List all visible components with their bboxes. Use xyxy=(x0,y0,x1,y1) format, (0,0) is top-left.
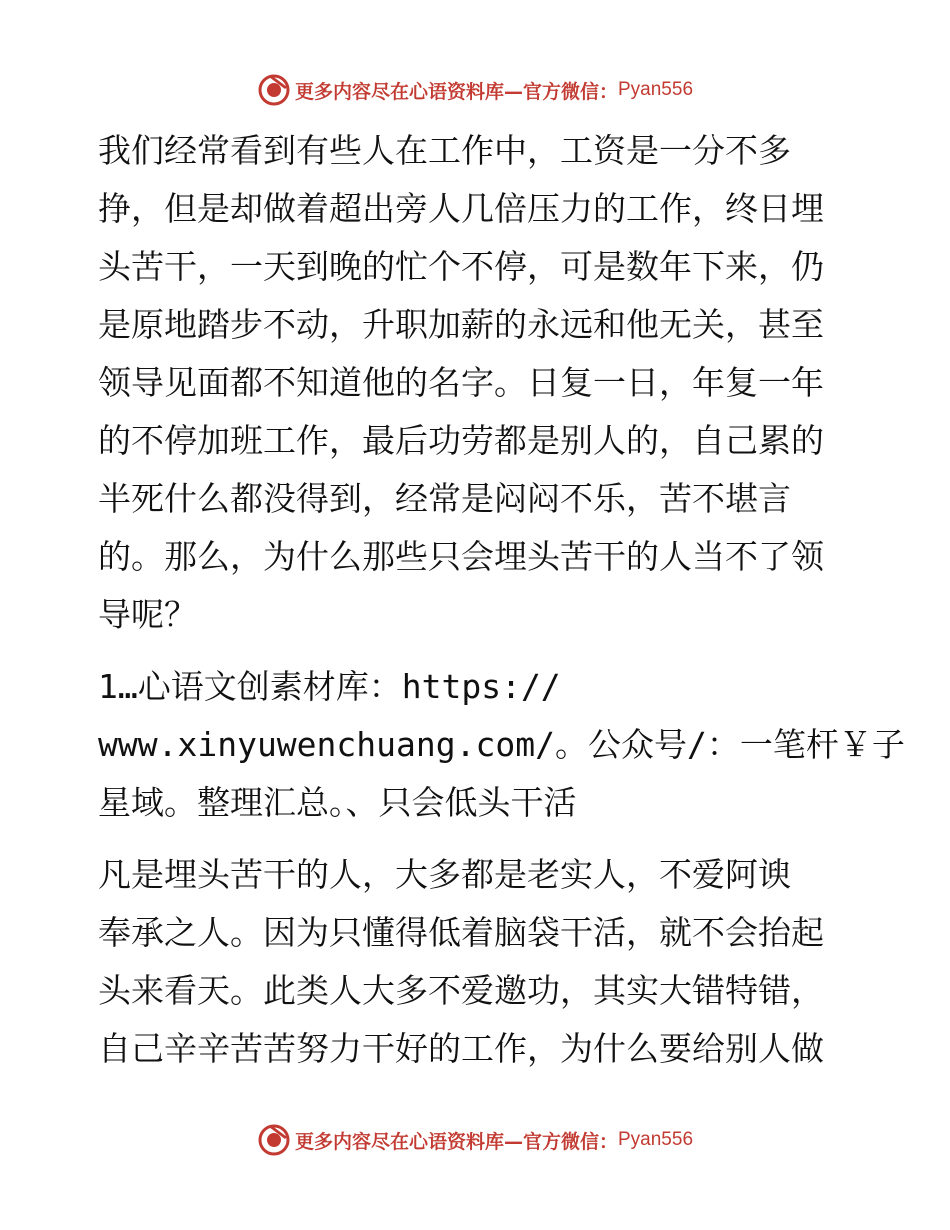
footer-wechat-id: Pyan556 xyxy=(618,1129,694,1150)
logo-icon xyxy=(257,1123,291,1157)
text-line: 头来看天。此类人大多不爱邀功，其实大错特错， xyxy=(98,971,824,1010)
text-line: 头苦干，一天到晚的忙个不停，可是数年下来，仍 xyxy=(98,247,824,286)
text-line: 星域。整理汇总。、只会低头干活 xyxy=(98,783,577,822)
footer-text: 更多内容尽在心语资料库—官方微信： xyxy=(294,1130,618,1153)
document-body xyxy=(98,122,905,1078)
header-text: 更多内容尽在心语资料库—官方微信： xyxy=(294,80,618,103)
text-line: 的不停加班工作，最后功劳都是别人的，自己累的 xyxy=(98,421,824,460)
text-line: 凡是埋头苦干的人，大多都是老实人，不爱阿谀 xyxy=(98,855,791,894)
text-line: 奉承之人。因为只懂得低着脑袋干活，就不会抬起 xyxy=(98,913,824,952)
paragraph-2 xyxy=(98,658,905,832)
text-line: 我们经常看到有些人在工作中，工资是一分不多 xyxy=(98,131,791,170)
text-line: 半死什么都没得到，经常是闷闷不乐，苦不堪言 xyxy=(98,479,791,518)
text-line: 的。那么，为什么那些只会埋头苦干的人当不了领 xyxy=(98,537,824,576)
text-line: 导呢？ xyxy=(98,595,197,634)
text-line: 领导见面都不知道他的名字。日复一日，年复一年 xyxy=(98,363,824,402)
text-line: 1…心语文创素材库：https:// xyxy=(98,667,561,706)
header-wechat-id: Pyan556 xyxy=(618,79,694,100)
paragraph-3 xyxy=(98,846,858,1078)
text-line: www.xinyuwenchuang.com/。公众号/：一笔杆￥子 xyxy=(98,725,905,764)
text-line: 自己辛辛苦苦努力干好的工作，为什么要给别人做 xyxy=(98,1029,824,1068)
text-line: 挣，但是却做着超出旁人几倍压力的工作，终日埋 xyxy=(98,189,824,228)
header-banner xyxy=(0,70,950,110)
footer-banner xyxy=(0,1120,950,1160)
logo-icon xyxy=(257,73,291,107)
paragraph-1 xyxy=(98,122,858,644)
text-line: 是原地踏步不动，升职加薪的永远和他无关，甚至 xyxy=(98,305,824,344)
